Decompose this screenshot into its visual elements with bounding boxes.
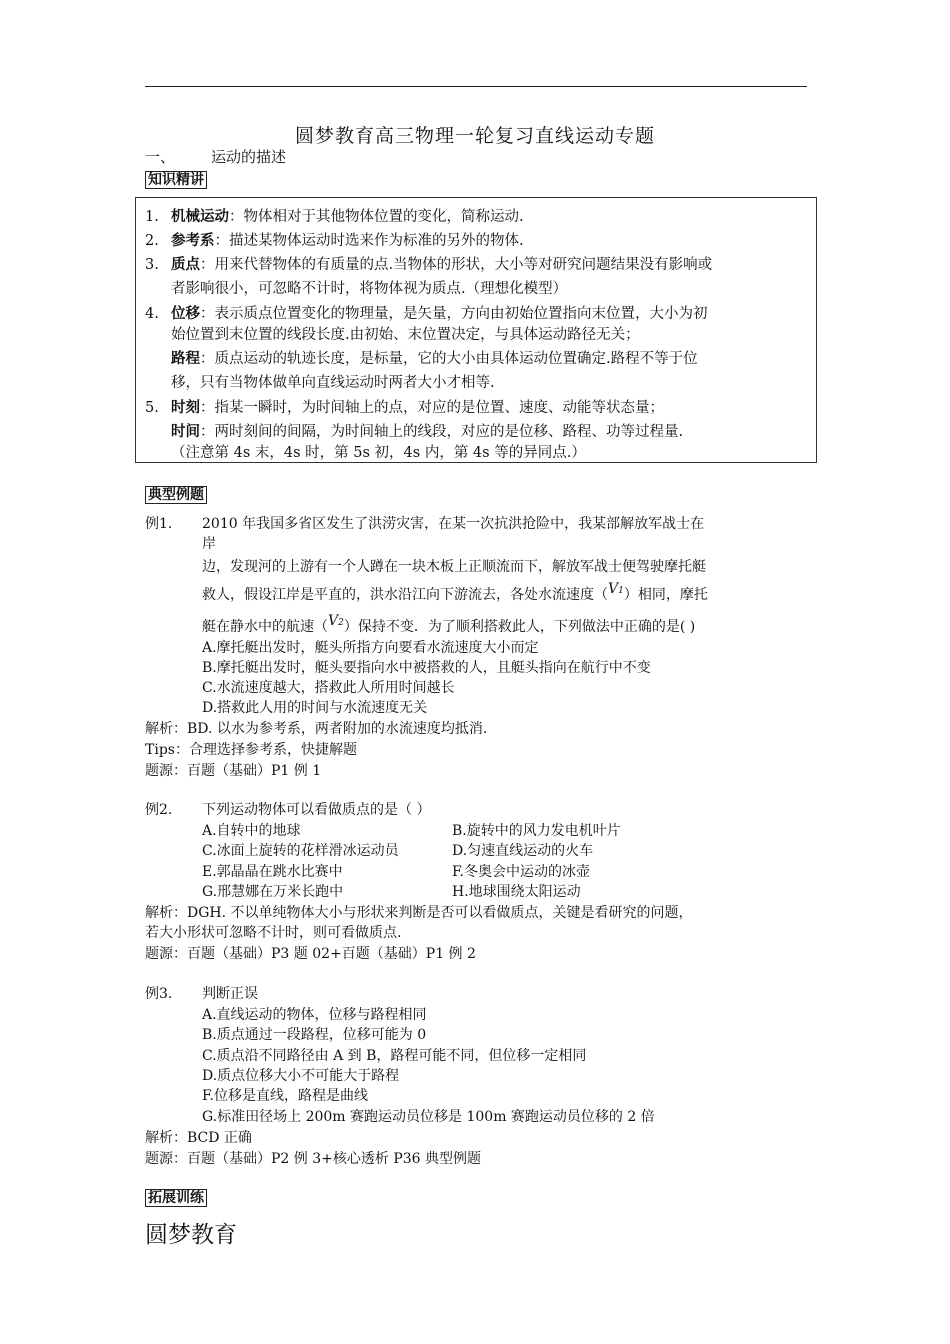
knowledge-line: 1. 机械运动：物体相对于其他物体位置的变化，简称运动. (145, 209, 524, 225)
extension-tag: 拓展训练 (145, 1189, 207, 1207)
example-1-option: A.摩托艇出发时，艇头所指方向要看水流速度大小而定 (202, 640, 539, 656)
example-3-option: C.质点沿不同路径由 A 到 B，路程可能不同，但位移一定相同 (202, 1048, 587, 1064)
example-1-line: 边，发现河的上游有一个人蹲在一块木板上正顺流而下，解放军战士便驾驶摩托艇 (202, 559, 706, 575)
example-2-option: D.匀速直线运动的火车 (452, 843, 594, 859)
document-title: 圆梦教育高三物理一轮复习直线运动专题 (294, 125, 655, 147)
example-2-source: 题源：百题（基础）P3 题 02+百题（基础）P1 例 2 (145, 946, 476, 962)
v1-symbol: V1 (608, 581, 624, 597)
examples-tag: 典型例题 (145, 486, 207, 504)
example-3-source: 题源：百题（基础）P2 例 3+核心透析 P36 典型例题 (145, 1151, 481, 1167)
knowledge-line: （注意第 4s 末，4s 时，第 5s 初，4s 内，第 4s 等的异同点.） (171, 445, 586, 461)
knowledge-line: 移，只有当物体做单向直线运动时两者大小才相等. (171, 375, 495, 391)
example-2-option: A.自转中的地球 (202, 823, 301, 839)
v2-symbol: V2 (328, 613, 344, 629)
example-2-label: 例2. (145, 802, 173, 818)
example-2-option: E.郭晶晶在跳水比赛中 (202, 864, 343, 880)
knowledge-tag-wrap (145, 169, 207, 189)
knowledge-box (135, 197, 817, 463)
knowledge-line: 3. 质点：用来代替物体的有质量的点.当物体的形状，大小等对研究问题结果没有影响或 (145, 257, 713, 273)
example-1-analysis: 解析：BD. 以水为参考系，两者附加的水流速度均抵消. (145, 721, 488, 737)
knowledge-line: 2. 参考系：描述某物体运动时选来作为标准的另外的物体. (145, 233, 524, 249)
example-2-analysis: 解析：DGH. 不以单纯物体大小与形状来判断是否可以看做质点，关键是看研究的问题， (145, 905, 693, 921)
examples-tag-wrap (145, 484, 207, 504)
extension-tag-wrap (145, 1187, 207, 1207)
example-2-option: F.冬奥会中运动的冰壶 (452, 864, 590, 880)
section-number: 一、 (145, 148, 176, 166)
example-3-stem: 判断正误 (202, 986, 258, 1002)
example-2-stem: 下列运动物体可以看做质点的是（ ） (202, 802, 431, 818)
example-1-option: C.水流速度越大，搭救此人所用时间越长 (202, 680, 455, 696)
knowledge-tag: 知识精讲 (145, 171, 207, 189)
example-2-option: B.旋转中的风力发电机叶片 (452, 823, 621, 839)
knowledge-line: 5. 时刻：指某一瞬时，为时间轴上的点，对应的是位置、速度、动能等状态量； (145, 400, 664, 416)
knowledge-line: 路程：质点运动的轨迹长度，是标量，它的大小由具体运动位置确定.路程不等于位 (171, 351, 698, 367)
example-3-option: A.直线运动的物体，位移与路程相同 (202, 1007, 427, 1023)
top-rule (145, 86, 807, 87)
example-3-option: B.质点通过一段路程，位移可能为 0 (202, 1027, 427, 1043)
example-1-line: 艇在静水中的航速（V2）保持不变．为了顺利搭救此人，下列做法中正确的是( ) (202, 613, 696, 635)
example-1-line: 2010 年我国多省区发生了洪涝灾害，在某一次抗洪抢险中，我某部解放军战士在 (202, 516, 705, 532)
section-label: 运动的描述 (211, 148, 287, 166)
example-2-analysis: 若大小形状可忽略不计时，则可看做质点. (145, 925, 402, 941)
example-2-option: G.邢慧娜在万米长跑中 (202, 884, 344, 900)
knowledge-line: 始位置到末位置的线段长度.由初始、末位置决定，与具体运动路径无关； (171, 327, 640, 343)
example-1-line: 岸 (202, 536, 216, 552)
example-2-option: H.地球围绕太阳运动 (452, 884, 581, 900)
example-3-option: F.位移是直线，路程是曲线 (202, 1088, 368, 1104)
example-1-label: 例1. (145, 516, 173, 532)
footer-brand: 圆梦教育 (145, 1222, 237, 1248)
example-3-option: G.标准田径场上 200m 赛跑运动员位移是 100m 赛跑运动员位移的 2 倍 (202, 1109, 655, 1125)
example-3-analysis: 解析：BCD 正确 (145, 1130, 252, 1146)
example-1-source: 题源：百题（基础）P1 例 1 (145, 763, 322, 779)
example-1-tips: Tips：合理选择参考系，快捷解题 (145, 742, 357, 758)
example-2-option: C.冰面上旋转的花样滑冰运动员 (202, 843, 399, 859)
example-1-line: 救人，假设江岸是平直的，洪水沿江向下游流去，各处水流速度（V1）相同，摩托 (202, 581, 708, 603)
example-3-label: 例3. (145, 986, 173, 1002)
example-1-option: D.搭救此人用的时间与水流速度无关 (202, 700, 428, 716)
example-1-option: B.摩托艇出发时，艇头要指向水中被搭救的人，且艇头指向在航行中不变 (202, 660, 651, 676)
section-heading (145, 146, 286, 167)
knowledge-line: 4. 位移：表示质点位置变化的物理量，是矢量，方向由初始位置指向末位置，大小为初 (145, 306, 708, 322)
knowledge-line: 者影响很小，可忽略不计时，将物体视为质点.（理想化模型） (171, 281, 568, 297)
example-3-option: D.质点位移大小不可能大于路程 (202, 1068, 400, 1084)
knowledge-line: 时间：两时刻间的间隔，为时间轴上的线段，对应的是位移、路程、功等过程量. (171, 424, 684, 440)
